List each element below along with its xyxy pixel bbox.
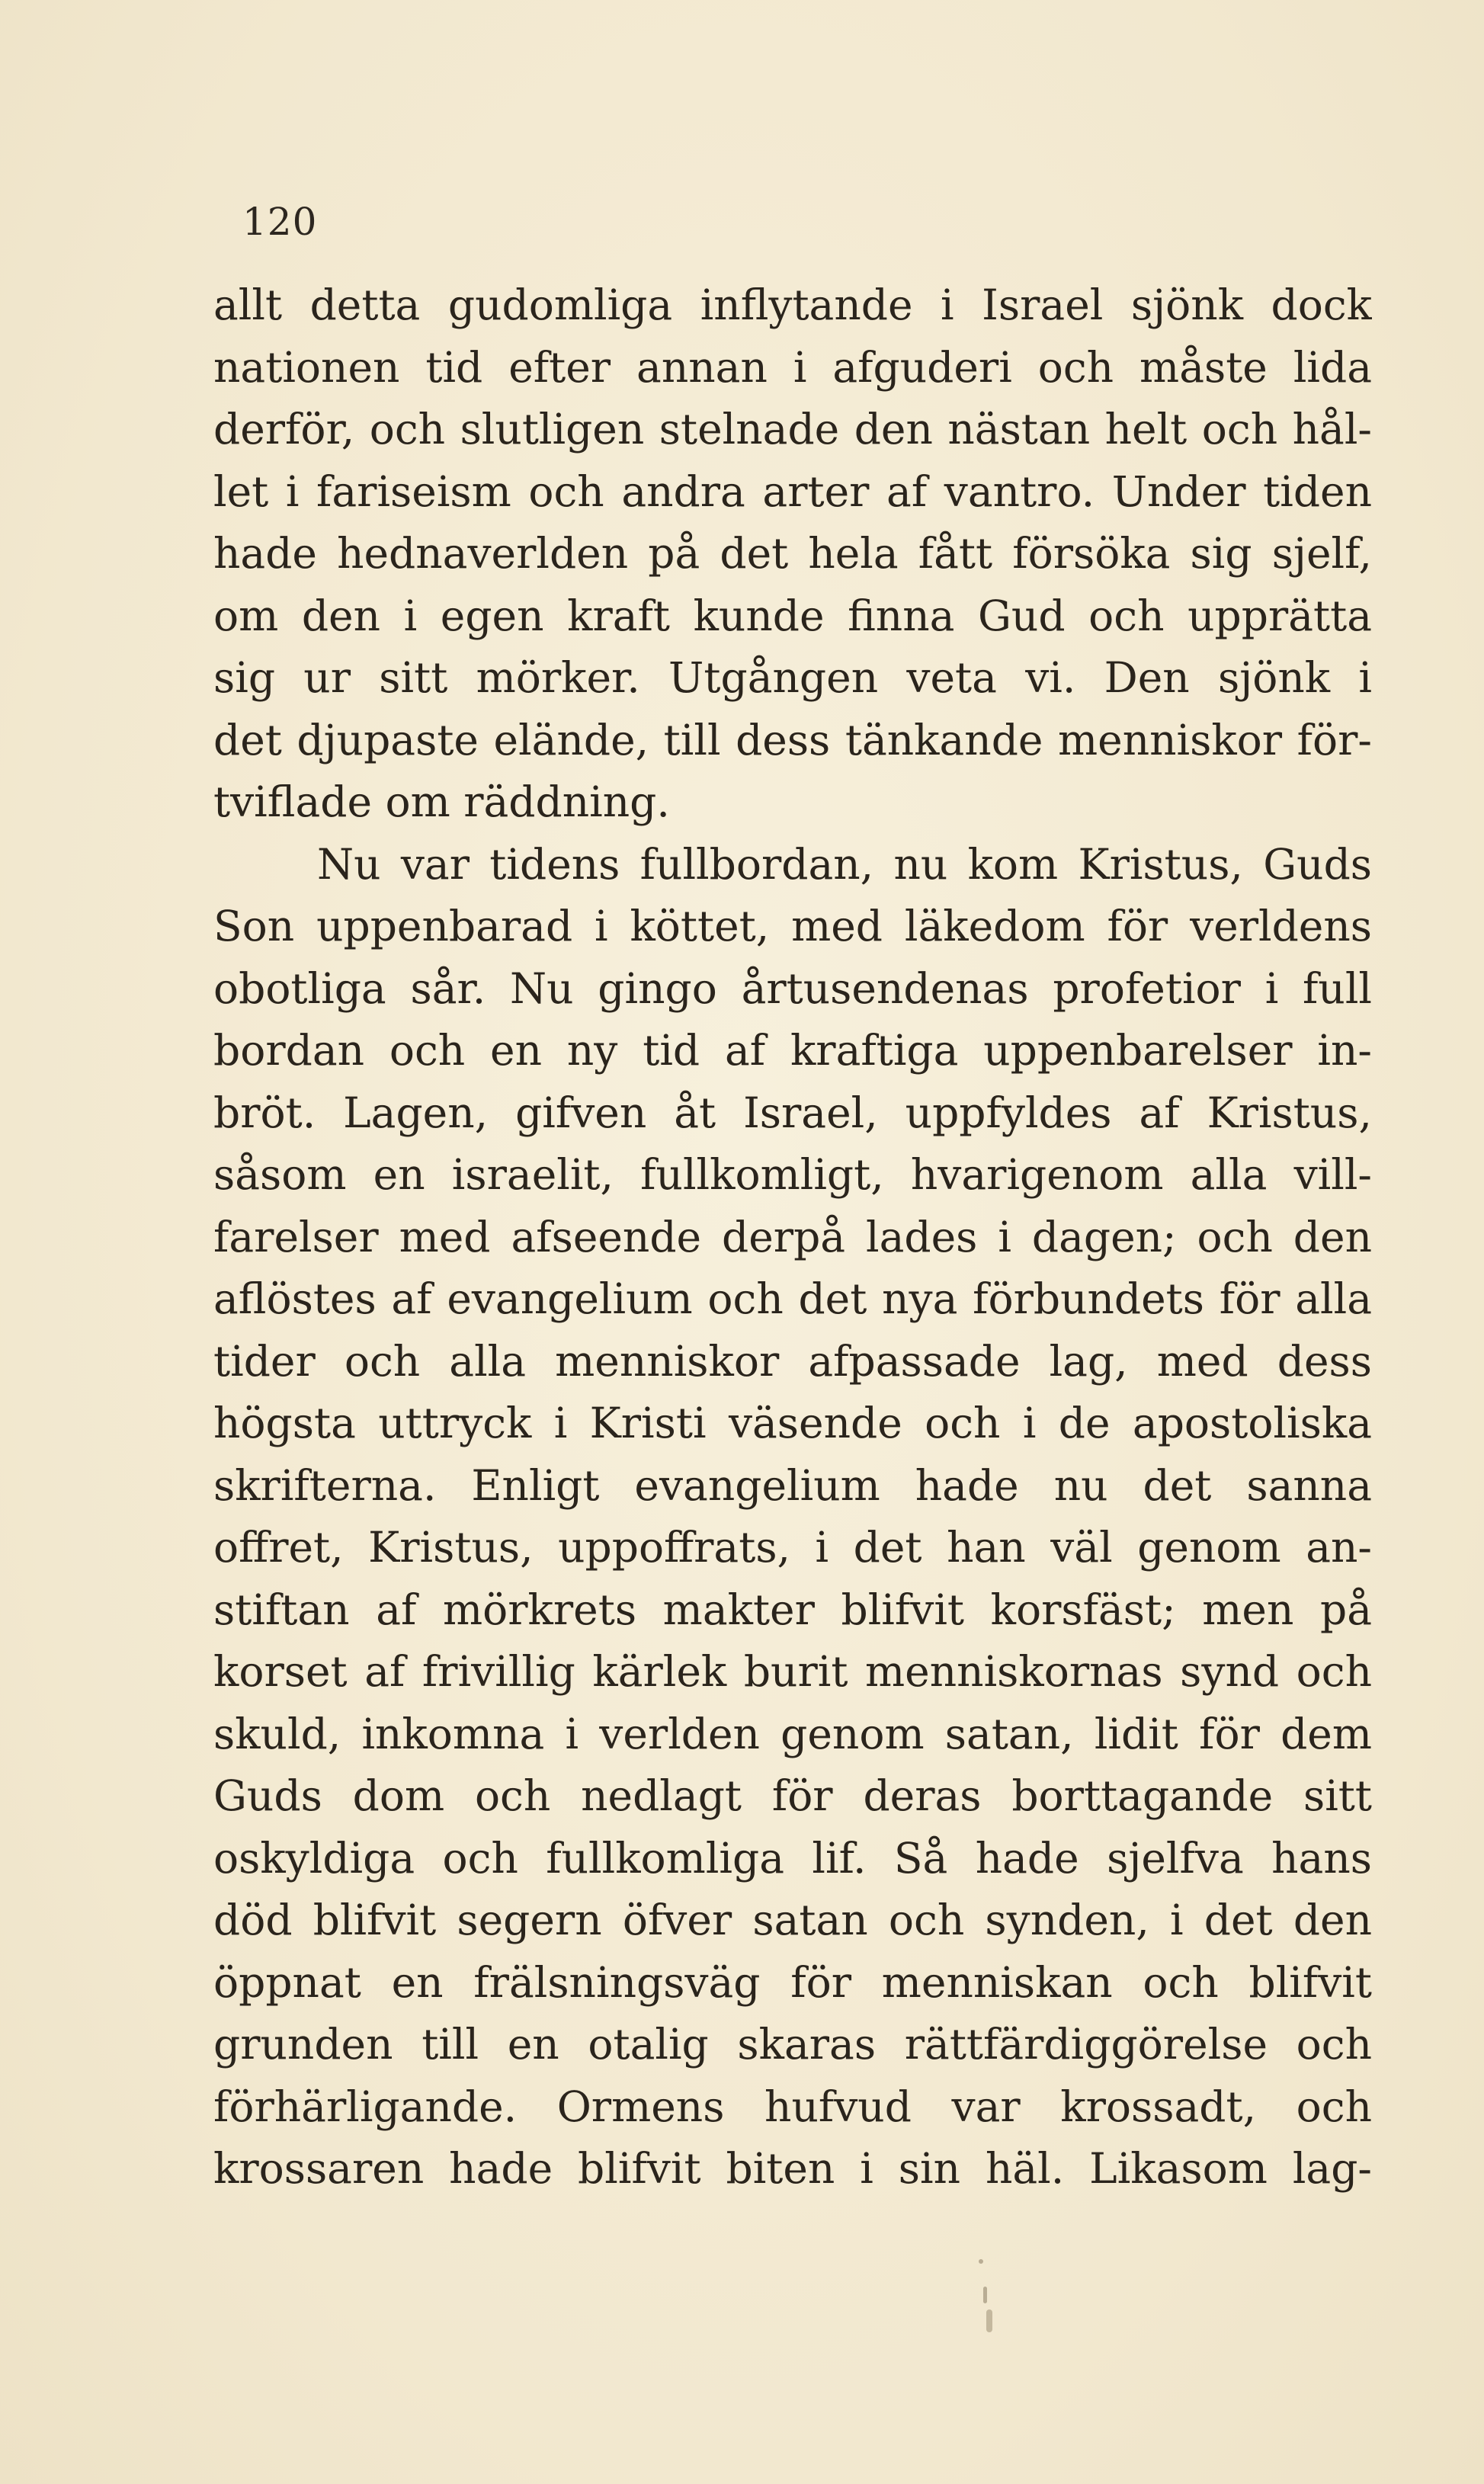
text-line: högsta uttryck i Kristi väsende och i de apostoliska <box>213 1399 1372 1447</box>
text-line: aflöstes af evangelium och det nya förbundets för alla <box>213 1274 1372 1323</box>
text-line: såsom en israelit, fullkomligt, hvarigenom alla vill- <box>213 1150 1372 1199</box>
text-line: hade hednaverlden på det hela fått försöka sig sjelf, <box>213 529 1372 578</box>
text-line: korset af frivillig kärlek burit menniskornas synd och <box>213 1647 1372 1696</box>
text-line: oskyldiga och fullkomliga lif. Så hade sjelfva hans <box>213 1833 1372 1883</box>
page-number: 120 <box>242 200 318 244</box>
text-line: bordan och en ny tid af kraftiga uppenbarelser in- <box>213 1026 1372 1075</box>
text-line: farelser med afseende derpå lades i dagen; och den <box>213 1212 1372 1261</box>
text-line: tider och alla menniskor afpassade lag, med dess <box>213 1336 1372 1386</box>
body-text <box>213 274 1372 2200</box>
text-line: grunden till en otalig skaras rättfärdiggörelse och <box>213 2020 1372 2069</box>
text-line: stiftan af mörkrets makter blifvit korsfäst; men på <box>213 1585 1372 1634</box>
text-line: nationen tid efter annan i afguderi och måste lida <box>213 342 1372 392</box>
text-line: skuld, inkomna i verlden genom satan, lidit för dem <box>213 1709 1372 1758</box>
text-line: obotliga sår. Nu gingo årtusendenas profetior i full <box>213 963 1372 1013</box>
text-line: bröt. Lagen, gifven åt Israel, uppfyldes af Kristus, <box>213 1088 1372 1137</box>
text-line: krossaren hade blifvit biten i sin häl. Likasom lag- <box>213 2144 1372 2193</box>
paragraph-end-line: tviflade om räddning. <box>213 777 670 826</box>
text-line: öppnat en frälsningsväg för menniskan och blifvit <box>213 1957 1372 2007</box>
text-line: skrifterna. Enligt evangelium hade nu det sanna <box>213 1460 1372 1510</box>
text-line: derför, och slutligen stelnade den nästan helt och hål- <box>213 405 1372 454</box>
text-line: förhärligande. Ormens hufvud var krossadt, och <box>213 2082 1372 2131</box>
text-line: det djupaste elände, till dess tänkande menniskor för- <box>213 715 1372 764</box>
text-line: Guds dom och nedlagt för deras borttagande sitt <box>213 1771 1372 1820</box>
text-line: let i fariseism och andra arter af vantro. Under tiden <box>213 466 1372 516</box>
text-line: död blifvit segern öfver satan och synden, i det den <box>213 1896 1372 1944</box>
paper-speck-marks <box>976 2256 998 2348</box>
text-line: om den i egen kraft kunde finna Gud och upprätta <box>213 591 1372 640</box>
text-line: sig ur sitt mörker. Utgången veta vi. Den sjönk i <box>213 653 1372 702</box>
text-line: Son uppenbarad i köttet, med läkedom för verldens <box>213 902 1372 950</box>
text-line: offret, Kristus, uppoffrats, i det han väl genom an- <box>213 1523 1372 1572</box>
paragraph-start-line: Nu var tidens fullbordan, nu kom Kristus, Guds <box>317 839 1372 889</box>
text-line: allt detta gudomliga inflytande i Israel sjönk dock <box>213 280 1372 329</box>
